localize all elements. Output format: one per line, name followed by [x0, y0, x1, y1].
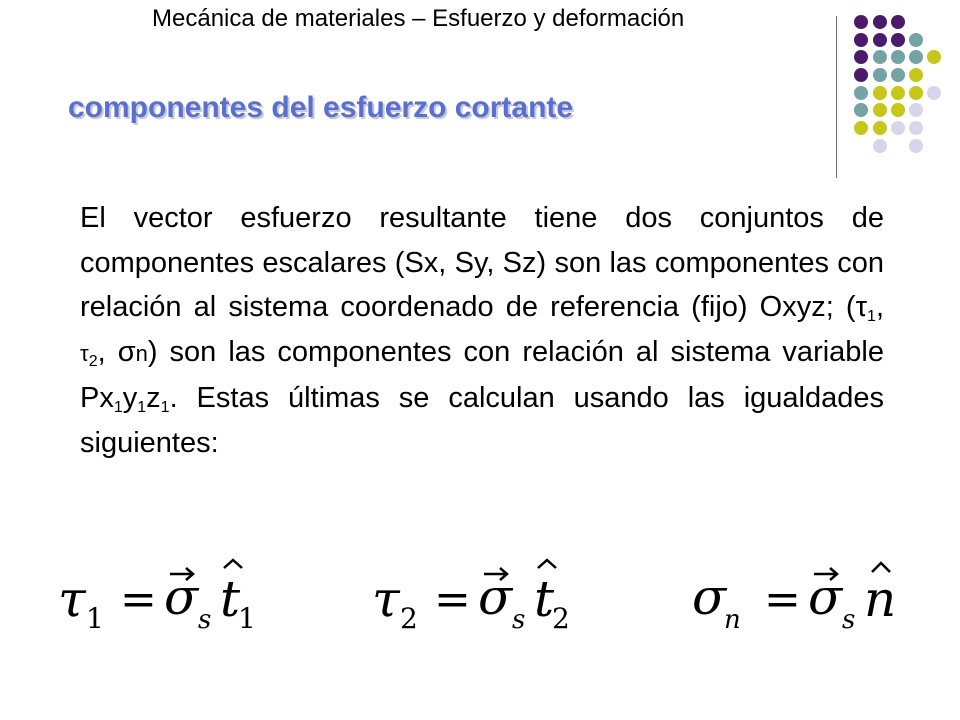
dot-row-8 [873, 139, 923, 153]
formula-sigma: σ [164, 568, 199, 626]
tau-symbol: τ [80, 340, 89, 366]
tau-symbol: τ [855, 291, 868, 323]
hat-icon [538, 560, 556, 568]
formula-s-subscript: s [512, 605, 526, 635]
formula-s-subscript: s [198, 605, 212, 635]
formula-lhs-subscript: 2 [400, 602, 418, 635]
formula-lhs-subscript: 1 [86, 602, 104, 635]
formula-lhs-symbol: τ [58, 570, 86, 628]
formula-s-subscript: s [842, 605, 856, 635]
formula-lhs-symbol: σ [692, 568, 727, 626]
slide-heading: componentes del esfuerzo cortante [68, 91, 574, 124]
formula-equals: = [120, 574, 157, 625]
dot-row-5 [854, 86, 941, 100]
formula-equals: = [434, 574, 471, 625]
formula-equals: = [764, 574, 801, 625]
body-paragraph: El vector esfuerzo resultante tiene dos conjuntos de componentes escalares (Sx, Sy, Sz) son las componentes con relación al sistema coordenado de referencia (fijo) Oxyz; ($\tau_1$, $\tau_2$, σn) son las componentes con relación al sistema variable $Px_1y_1z_1$. Estas últimas se calculan usando las igualdades siguientes: [80, 202, 884, 459]
formula-t: t [220, 570, 241, 628]
formula-sigma: σ [478, 568, 513, 626]
formula-tau-2 [372, 556, 582, 642]
formula-t-subscript: 1 [238, 602, 256, 635]
sigma-symbol: σ [117, 335, 136, 368]
hat-icon [224, 560, 242, 568]
formula-sigma-n [692, 556, 912, 642]
formula-n-hat: n [864, 570, 897, 628]
dot-row-3 [854, 50, 941, 64]
formula-t: t [534, 570, 555, 628]
dot-row-2 [854, 33, 923, 47]
formula-t-subscript: 2 [552, 602, 570, 635]
formula-lhs-subscript: n [724, 605, 741, 635]
divider-line [836, 16, 837, 178]
formula-tau-1 [58, 556, 268, 642]
dot-row-7 [854, 121, 923, 135]
header-title: Mecánica de materiales – Esfuerzo y deformación [152, 5, 685, 32]
dot-row-1 [854, 15, 905, 29]
dot-row-4 [854, 68, 923, 82]
formula-sigma: σ [808, 568, 843, 626]
dot-row-6 [854, 103, 923, 117]
formula-lhs-symbol: τ [372, 570, 400, 628]
